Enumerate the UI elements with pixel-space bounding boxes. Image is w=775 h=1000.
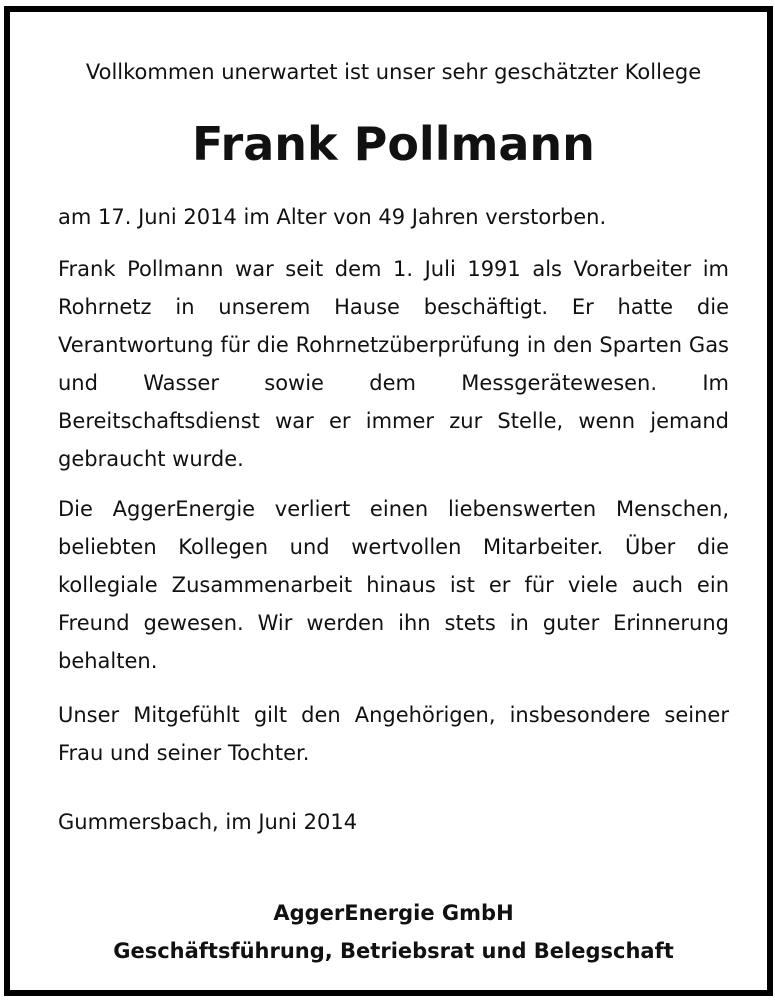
paragraph-tribute: Die AggerEnergie verliert einen liebenswerten Menschen, beliebten Kollegen und wertvollen Mitarbeiter. Über die kollegiale Zusammenarbeit hinaus ist er für viele auch ein Freund gewesen. Wir werden ihn stets in guter Erinnerung behalten. [58, 497, 729, 673]
paragraph-employment: Frank Pollmann war seit dem 1. Juli 1991 als Vorarbeiter im Rohrnetz in unserem Hause beschäftigt. Er hatte die Verantwortung für die Rohrnetzüberprüfung in den Sparten Gas und Wasser sowie dem Messgerätewesen. Im Bereitschaftsdienst war er immer zur Stelle, wenn jemand gebraucht wurde. [58, 257, 729, 471]
signature-company: AggerEnergie GmbH [273, 901, 514, 925]
paragraph-condolences: Unser Mitgefühlt gilt den Angehörigen, insbesondere seiner Frau und seiner Tochter. [58, 703, 729, 765]
obituary-frame [4, 6, 773, 996]
signature-groups: Geschäftsführung, Betriebsrat und Belegschaft [113, 939, 674, 963]
intro-line: Vollkommen unerwartet ist unser sehr geschätzter Kollege [85, 60, 702, 84]
place-date: Gummersbach, im Juni 2014 [58, 810, 358, 834]
death-date-line: am 17. Juni 2014 im Alter von 49 Jahren verstorben. [58, 205, 607, 229]
deceased-name: Frank Pollmann [192, 117, 595, 171]
